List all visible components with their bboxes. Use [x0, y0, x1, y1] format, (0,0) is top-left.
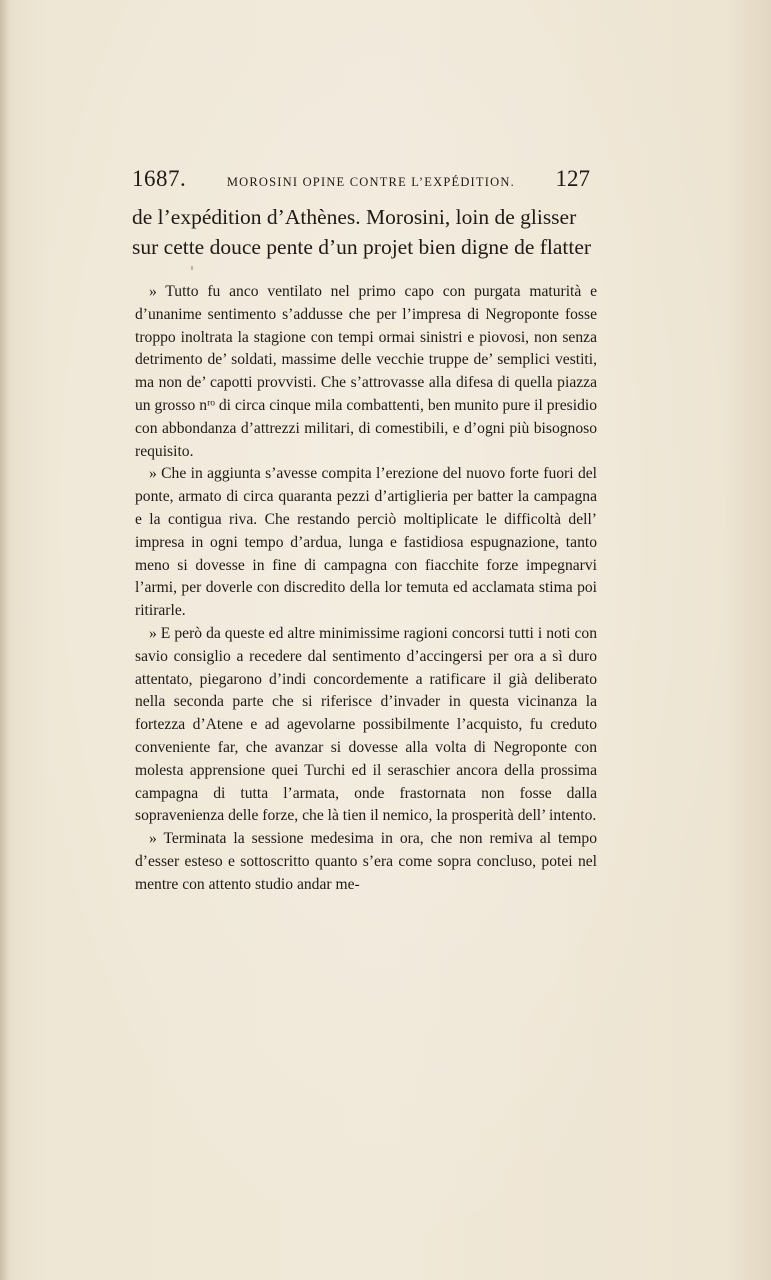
- italian-paragraph: » E però da queste ed altre minimissime ragioni concorsi tutti i noti con savio consiglio a recedere dal sentimento d’accingersi per ora a sì duro attentato, piegarono d’indi concordemente a ratificare il già deliberato nella seconda parte che si riferisce d’invader in questa vicinanza la fortezza d’Atene e ad agevolarne possibilmente l’acquisto, fu creduto conveniente far, che avanzar si dovesse alla volta di Negroponte con molesta apprensione quei Turchi ed il seraschier ancora della prossima campagna di tutta l’armata, onde frastornata non fosse dalla sopravenienza delle forze, che là tien il nemico, la prosperità dell’ intento.: [135, 624, 597, 825]
- running-title: MOROSINI OPINE CONTRE L’EXPÉDITION.: [226, 175, 515, 189]
- header-year: 1687.: [132, 166, 187, 191]
- french-line: sur cette douce pente d’un projet bien digne de flatter: [132, 235, 592, 259]
- italian-paragraph: » Terminata la sessione medesima in ora, che non remiva al tempo d’esser esteso e sottoscritto quanto s’era come sopra concluso, potei nel mentre con attento studio andar me-: [135, 830, 597, 893]
- running-header: [132, 166, 590, 200]
- italian-paragraph: » Tutto fu anco ventilato nel primo capo con purgata maturità e d’unanime sentimento s’addusse che per l’impresa di Negroponte fosse troppo inoltrata la stagione con tempi ormai sinistri e piovosi, non senza detrimento de’ soldati, massime delle vecchie truppe de’ semplici vestiti, ma non de’ capotti provvisti. Che s’attrovasse alla difesa di quella piazza un grosso nʳᵒ di circa cinque mila combattenti, ben munito pure il presidio con abbondanza d’attrezzi militari, di comestibili, e d’ogni più bisognoso requisito.: [135, 283, 597, 460]
- italian-quotation-block: [135, 281, 597, 897]
- page-edge-shadow: [0, 0, 10, 1280]
- french-text-block: [132, 202, 592, 262]
- ink-mark: [191, 266, 193, 270]
- italian-paragraph: » Che in aggiunta s’avesse compita l’erezione del nuovo forte fuori del ponte, armato di circa quaranta pezzi d’artiglieria per batter la campagna e la contigua riva. Che restando perciò moltiplicate le difficoltà dell’ impresa in ogni tempo d’ardua, lunga e fastidiosa espugnazione, tanto meno si dovesse in fine di campagna con fiacchite forze impegnarvi l’armi, per doverle con discredito della lor temuta ed acclamata stima poi ritirarle.: [135, 465, 597, 620]
- page-number: 127: [555, 166, 590, 191]
- french-line: de l’expédition d’Athènes. Morosini, loin de glisser: [132, 205, 577, 229]
